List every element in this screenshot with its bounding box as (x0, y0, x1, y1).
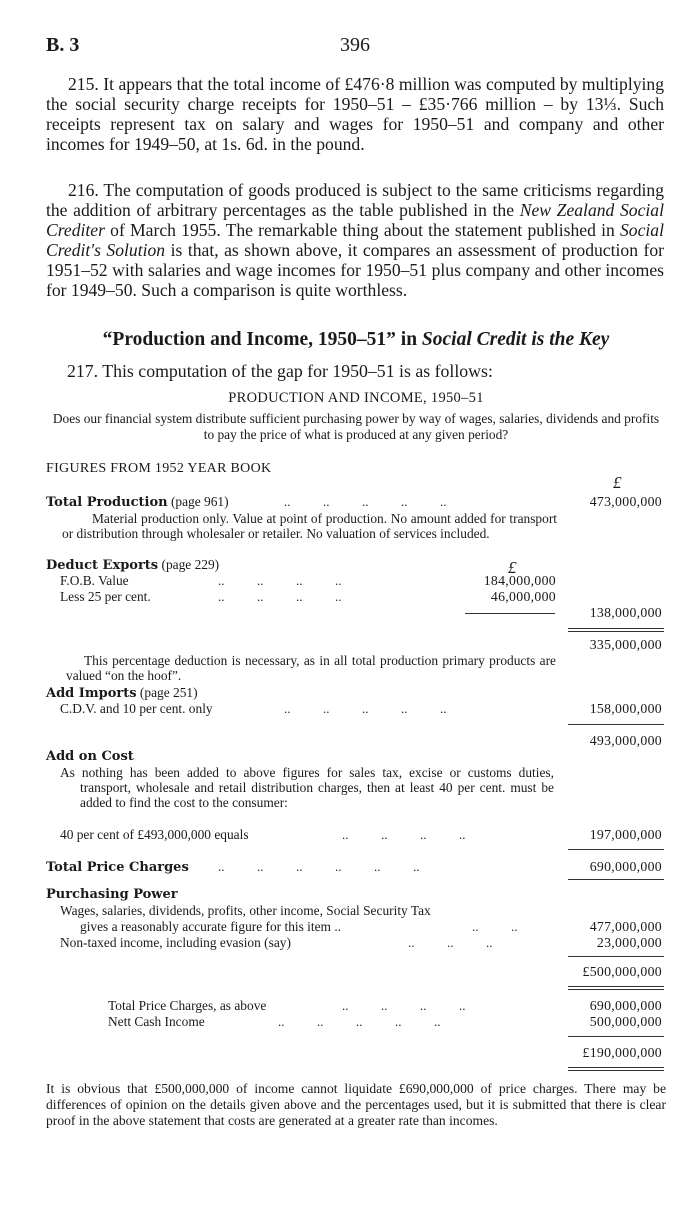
purchasing-power-label: Purchasing Power (46, 887, 178, 902)
leader-dots: .. .. .. .. .. .. (218, 859, 420, 874)
subtotal-2: 493,000,000 (589, 733, 662, 748)
deduction-note: This percentage deduction is necessary, as in all total production primary products are valued “on the hoof”. (66, 653, 556, 683)
total-production-note: Material production only. Value at point of production. No amount added for transport or distribution through wholesaler or retailer. No valuation of services included. (62, 511, 557, 541)
rule (568, 849, 664, 850)
page-number: 396 (340, 34, 370, 56)
less-label: Less 25 per cent. (60, 589, 151, 604)
purchasing-power-line1a: Wages, salaries, dividends, profits, other income, Social Security Tax (60, 903, 431, 918)
leader-dots: .. .. .. .. .. (278, 1014, 441, 1029)
leader-dots: .. .. .. .. (342, 827, 466, 842)
comparison-income-value: 500,000,000 (589, 1014, 662, 1029)
deduct-exports-label: Deduct Exports (page 229) (46, 557, 220, 573)
comparison-price-value: 690,000,000 (589, 998, 662, 1013)
rule (568, 956, 664, 957)
leader-dots: .. .. (472, 919, 518, 934)
rule (568, 879, 664, 880)
leader-dots: .. .. .. .. .. (284, 494, 447, 509)
imports-value: 158,000,000 (589, 701, 662, 716)
section-heading: “Production and Income, 1950–51” in Social Credit is the Key (102, 329, 610, 350)
rule (568, 1070, 664, 1071)
paragraph-217: 217. This computation of the gap for 1950–51 is as follows: (67, 361, 493, 381)
purchasing-power-value2: 23,000,000 (596, 935, 662, 950)
paragraph-215: 215. It appears that the total income of £476·8 million was computed by multiplying the social security charge receipts for 1950–51 – £35·766 million – by 13⅓. Such receipts represent tax on salary and wages for 1950–51 and company and other incomes for 1949–50, at 1s. 6d. in the pound. (46, 74, 664, 154)
add-on-cost-calc: 40 per cent of £493,000,000 equals (60, 827, 249, 842)
rule (568, 989, 664, 990)
add-imports-label: Add Imports (page 251) (46, 685, 198, 701)
add-on-cost-note: As nothing has been added to above figures for sales tax, excise or customs duties, transport, wholesale and retail distribution charges, then at least 40 per cent. must be added to find the cost to the consumer: (60, 765, 554, 810)
leader-dots: .. .. .. .. (342, 998, 466, 1013)
rule (568, 1067, 664, 1068)
series-code: B. 3 (46, 34, 80, 56)
total-production-value: 473,000,000 (589, 494, 662, 509)
rule (568, 986, 664, 987)
rule (568, 1036, 664, 1037)
purchasing-power-line2: Non-taxed income, including evasion (say) (60, 935, 291, 950)
conclusion-paragraph: It is obvious that £500,000,000 of income cannot liquidate £690,000,000 of price charges. There may be differences of opinion on the details given above and the percentages used, but it is submitted that there is clear proof in the above statement that costs are generated at a greater rate than incomes. (46, 1081, 666, 1128)
paragraph-216: 216. The computation of goods produced is subject to the same criticisms regarding the addition of arbitrary percentages as the table published in the New Zealand Social Crediter of March 1955. The remarkable thing about the statement published in Social Credit's Solution is that, as shown above, it compares an assessment of production for 1951–52 with salaries and wage incomes for 1950–51 plus company and other incomes for 1949–50. Such a comparison is quite worthless. (46, 180, 665, 300)
total-price-value: 690,000,000 (589, 859, 662, 874)
table-source: FIGURES FROM 1952 YEAR BOOK (46, 461, 272, 476)
fob-value: 184,000,000 (483, 573, 556, 588)
purchasing-power-line1b: gives a reasonably accurate figure for this item .. (80, 919, 342, 934)
currency-symbol: £ (613, 473, 622, 492)
fob-label: F.O.B. Value (60, 573, 129, 588)
leader-dots: .. .. .. (408, 935, 493, 950)
total-production-label: Total Production (page 961) (46, 494, 229, 510)
subtotal-1: 335,000,000 (589, 637, 662, 652)
gap-value: £190,000,000 (582, 1045, 662, 1060)
leader-dots: .. .. .. .. (218, 573, 342, 588)
rule (568, 724, 664, 725)
leader-dots: .. .. .. .. (218, 589, 342, 604)
total-price-label: Total Price Charges (46, 860, 189, 875)
leader-dots: .. .. .. .. .. (284, 701, 447, 716)
add-on-cost-label: Add on Cost (46, 749, 134, 764)
add-on-cost-value: 197,000,000 (589, 827, 662, 842)
purchasing-power-value1: 477,000,000 (589, 919, 662, 934)
cdv-label: C.D.V. and 10 per cent. only (60, 701, 213, 716)
rule (568, 631, 664, 632)
purchasing-power-total: £500,000,000 (582, 964, 662, 979)
comparison-price-label: Total Price Charges, as above (108, 998, 267, 1013)
publication-title: Social Credit's Solution (46, 220, 664, 260)
table-title: PRODUCTION AND INCOME, 1950–51 (228, 390, 484, 406)
comparison-income-label: Nett Cash Income (108, 1014, 205, 1029)
table-question: Does our financial system distribute sufficient purchasing power by way of wages, salaries, dividends and profits to pay the price of what is produced at any given period? (52, 411, 660, 442)
publication-title: New Zealand Social Crediter (46, 200, 664, 240)
less-value: 46,000,000 (490, 589, 556, 604)
exports-net-value: 138,000,000 (589, 605, 662, 620)
rule (465, 613, 555, 614)
rule (568, 628, 664, 629)
currency-symbol: £ (508, 558, 517, 577)
